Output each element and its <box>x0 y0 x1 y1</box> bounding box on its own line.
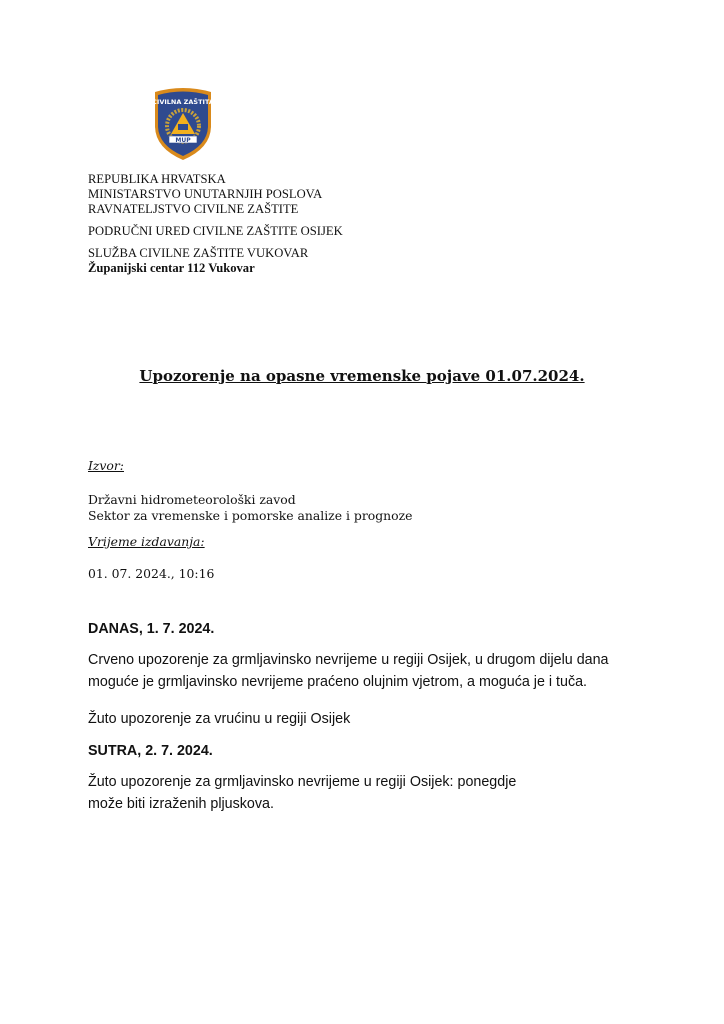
source-institute: Državni hidrometeorološki zavod <box>88 492 296 507</box>
tomorrow-warning-yellow: Žuto upozorenje za grmljavinsko nevrijeme u regiji Osijek: ponegdje može biti izraženih pljuskova. <box>88 774 517 812</box>
letterhead-directorate: RAVNATELJSTVO CIVILNE ZAŠTITE <box>88 202 299 216</box>
letterhead <box>88 172 343 276</box>
letterhead-ministry: MINISTARSTVO UNUTARNJIH POSLOVA <box>88 187 323 201</box>
civil-protection-logo <box>151 86 215 162</box>
source-section <box>88 458 412 582</box>
issued-label: Vrijeme izdavanja: <box>88 534 205 549</box>
today-warning-red: Crveno upozorenje za grmljavinsko nevrijeme u regiji Osijek, u drugom dijelu dana moguće je grmljavinsko nevrijeme praćeno olujnim vjetrom, a moguća je i tuča. <box>88 652 609 690</box>
issued-value: 01. 07. 2024., 10:16 <box>88 566 215 581</box>
letterhead-service: SLUŽBA CIVILNE ZAŠTITE VUKOVAR <box>88 246 309 260</box>
today-warning-yellow: Žuto upozorenje za vrućinu u regiji Osijek <box>88 711 351 727</box>
letterhead-regional-office: PODRUČNI URED CIVILNE ZAŠTITE OSIJEK <box>88 224 343 238</box>
tomorrow-heading: SUTRA, 2. 7. 2024. <box>88 743 213 759</box>
today-heading: DANAS, 1. 7. 2024. <box>88 621 215 637</box>
letterhead-country: REPUBLIKA HRVATSKA <box>88 172 226 186</box>
source-label: Izvor: <box>88 458 124 473</box>
letterhead-center: Županijski centar 112 Vukovar <box>88 261 255 275</box>
source-sector: Sektor za vremenske i pomorske analize i prognoze <box>88 508 413 523</box>
logo-text: CIVILNA ZAŠTITA <box>152 98 214 106</box>
logo-badge-text: MUP <box>175 137 191 144</box>
document-title: Upozorenje na opasne vremenske pojave 01.07.2024. <box>139 367 585 385</box>
